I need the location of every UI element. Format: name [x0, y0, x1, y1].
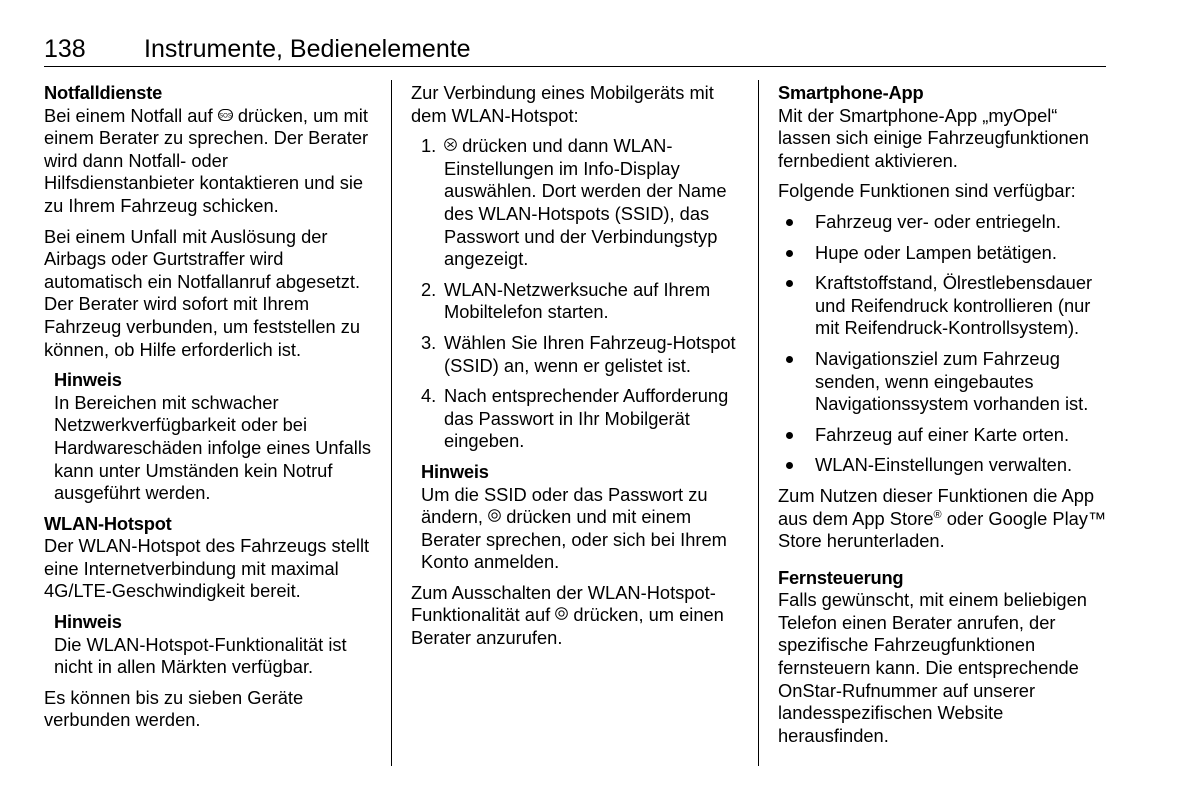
paragraph: Falls gewünscht, mit einem beliebigen Telefon einen Berater anrufen, der spezifische Fahrzeugfunktionen fernsteuern kann. Die entsprechende OnStar-Rufnummer auf unserer landesspezifischen Website herausfinden.	[778, 589, 1087, 746]
paragraph: Es können bis zu sieben Geräte verbunden werden.	[44, 686, 304, 731]
step-number: 2.	[421, 278, 437, 300]
step-text: Nach entsprechender Aufforderung das Passwort in Ihr Mobilgerät eingeben.	[444, 385, 729, 452]
list-item-text: Navigationsziel zum Fahrzeug senden, wenn eingebautes Navigationssystem vorhanden ist.	[815, 347, 1089, 415]
text: oder Google Play™ Store herunterladen.	[778, 507, 1107, 552]
onstar-button-icon	[444, 138, 457, 153]
step-text: Wählen Sie Ihren Fahrzeug-Hotspot (SSID) an, wenn er gelistet ist.	[444, 331, 736, 376]
text: Zum Nutzen dieser Funktionen die App aus dem App Store	[778, 484, 1095, 529]
note-text: Die WLAN-Hotspot-Funktionalität ist nicht in allen Märkten verfügbar.	[54, 633, 347, 678]
bullet-icon	[786, 280, 793, 287]
list-item	[778, 424, 1108, 447]
list-item-text: Hupe oder Lampen betätigen.	[815, 241, 1057, 263]
phone-button-icon	[555, 607, 568, 622]
column-divider	[391, 80, 392, 766]
text: drücken und mit einem Berater sprechen, oder sich bei Ihrem Konto anmelden.	[421, 506, 727, 573]
sos-button-icon	[218, 109, 233, 123]
note-box	[54, 369, 379, 505]
list-item	[411, 279, 746, 324]
page-number: 138	[44, 35, 86, 63]
paragraph: Mit der Smartphone-App „myOpel“ lassen sich einige Fahrzeugfunktionen fernbedient aktivieren.	[778, 104, 1089, 171]
list-item	[778, 348, 1108, 416]
list-item	[778, 211, 1108, 234]
bullet-icon	[786, 219, 793, 226]
paragraph: Der WLAN-Hotspot des Fahrzeugs stellt eine Internetverbindung mit maximal 4G/LTE-Geschwindigkeit bereit.	[44, 535, 370, 602]
bullet-icon	[786, 356, 793, 363]
step-text: WLAN-Netzwerksuche auf Ihrem Mobiltelefon starten.	[444, 278, 711, 323]
step-number: 4.	[421, 385, 437, 407]
text: drücken, um einen Berater anzurufen.	[411, 604, 724, 649]
section-heading-notfall: Notfalldienste	[44, 82, 163, 103]
paragraph	[411, 582, 746, 650]
section-heading-wlan: WLAN-Hotspot	[44, 512, 172, 534]
list-item	[778, 454, 1108, 477]
chapter-title: Instrumente, Bedienelemente	[144, 35, 471, 63]
column-middle	[411, 82, 746, 658]
note-text: In Bereichen mit schwacher Netzwerkverfügbarkeit oder bei Hardwareschäden infolge eines Unfalls kann unter Umständen kein Notruf ausgeführt werden.	[54, 391, 372, 504]
list-item	[411, 135, 746, 271]
paragraph	[778, 485, 1108, 553]
paragraph: Folgende Funktionen sind verfügbar:	[778, 180, 1076, 202]
paragraph	[44, 105, 379, 218]
list-item-text: WLAN-Einstellungen verwalten.	[815, 454, 1073, 476]
steps-list	[411, 135, 746, 453]
text: drücken, um mit einem Berater zu sprechen. Der Berater wird dann Notfall- oder Hilfsdienstanbieter kontaktieren und sie zu Ihrem Fahrzeug schicken.	[44, 104, 369, 216]
feature-list	[778, 211, 1108, 477]
registered-mark: ®	[933, 508, 942, 521]
paragraph: Bei einem Unfall mit Auslösung der Airbags oder Gurtstraffer wird automatisch ein Notfallanruf abgesetzt. Der Berater wird sofort mit Ihrem Fahrzeug verbunden, um feststellen zu können, ob Hilfe erforderlich ist.	[44, 225, 361, 360]
text: Zum Ausschalten der WLAN-Hotspot-Funktionalität auf	[411, 581, 716, 626]
page-header	[44, 34, 1106, 67]
list-item-text: Fahrzeug auf einer Karte orten.	[815, 423, 1070, 445]
column-right	[778, 82, 1108, 755]
column-left	[44, 82, 379, 740]
bullet-icon	[786, 250, 793, 257]
note-box	[54, 611, 379, 679]
bullet-icon	[786, 462, 793, 469]
list-item-text: Kraftstoffstand, Ölrestlebensdauer und Reifendruck kontrollieren (nur mit Reifendruck-Kontrollsystem).	[815, 272, 1093, 339]
section-heading-fernsteuerung: Fernsteuerung	[778, 566, 904, 588]
text: Bei einem Notfall auf	[44, 104, 213, 126]
step-text: drücken und dann WLAN-Einstellungen im Info-Display auswählen. Dort werden der Name des WLAN-Hotspots (SSID), das Passwort und der Verbindungstyp angezeigt.	[444, 135, 727, 270]
list-item	[411, 385, 746, 453]
section-heading-app: Smartphone-App	[778, 82, 924, 103]
column-divider	[758, 80, 759, 766]
svg-text:SOS: SOS	[218, 113, 232, 120]
list-item	[778, 272, 1108, 340]
note-heading: Hinweis	[54, 369, 122, 391]
list-item	[411, 332, 746, 377]
step-number: 1.	[421, 135, 437, 157]
phone-button-icon	[488, 509, 501, 524]
list-item	[778, 242, 1108, 265]
note-heading: Hinweis	[421, 460, 489, 482]
note-heading: Hinweis	[54, 611, 122, 633]
note-text	[421, 484, 746, 574]
bullet-icon	[786, 432, 793, 439]
step-number: 3.	[421, 331, 437, 353]
note-box	[421, 461, 746, 574]
text: Um die SSID oder das Passwort zu ändern,	[421, 483, 708, 528]
list-item-text: Fahrzeug ver- oder entriegeln.	[815, 210, 1061, 232]
paragraph: Zur Verbindung eines Mobilgeräts mit dem WLAN-Hotspot:	[411, 82, 714, 126]
